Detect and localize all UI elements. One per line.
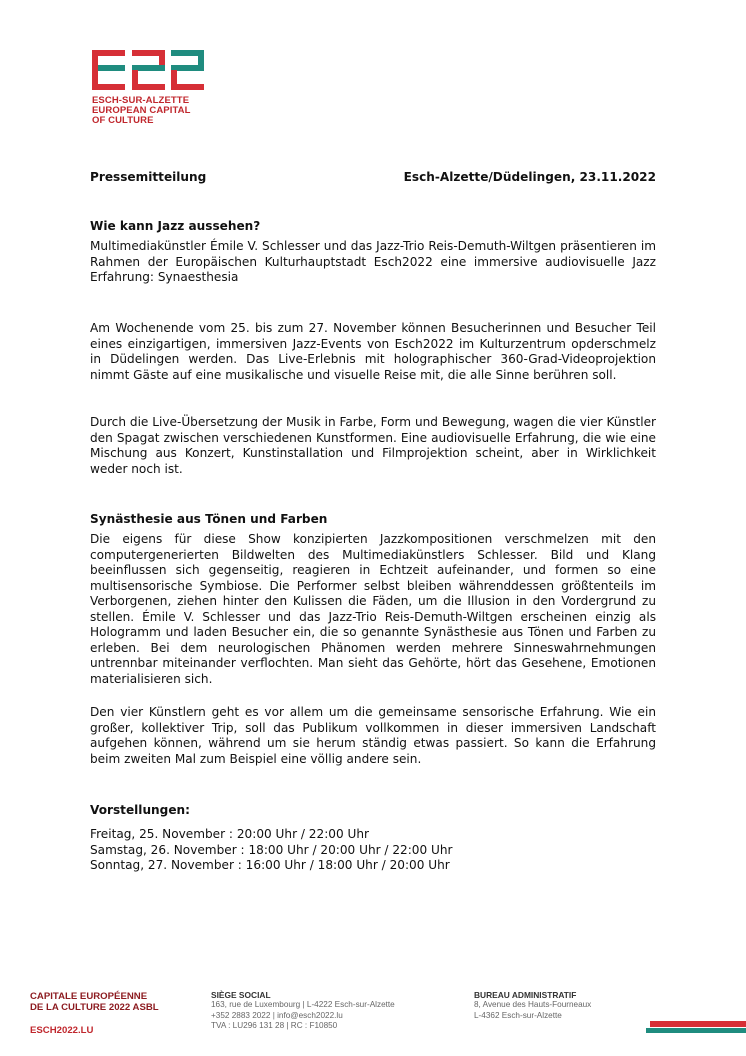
logo-line: OF CULTURE bbox=[92, 115, 154, 126]
paragraph: Den vier Künstlern geht es vor allem um die gemeinsame sensorische Erfahrung. Wie ein großer, kollektiver Trip, soll das Publikum vollkommen in dieser immersiven Landschaft aufgehen können, während um sie herum ständig etwas passiert. So kann die Erfahrung beim zweiten Mal zum Beispiel eine völlig andere sein. bbox=[90, 705, 656, 766]
document-type: Pressemitteilung bbox=[90, 170, 207, 184]
logo-line: ESCH-SUR-ALZETTE bbox=[92, 95, 190, 106]
paragraph: Durch die Live-Übersetzung der Musik in Farbe, Form und Bewegung, wagen die vier Künstler den Spagat zwischen verschiedenen Kunstformen. Eine audiovisuelle Erfahrung, die wie eine Mischung aus Konzert, Kunstinstallation und Filmprojektion scheint, aber in Wirklichkeit weder noch ist. bbox=[90, 415, 656, 476]
footer-siege-line: TVA : LU296 131 28 | RC : F10850 bbox=[211, 1020, 338, 1030]
show-item: Samstag, 26. November : 18:00 Uhr / 20:00 Uhr / 22:00 Uhr bbox=[90, 842, 453, 857]
footer-teal-bar bbox=[646, 1028, 746, 1033]
footer-org-line: CAPITALE EUROPÉENNE bbox=[30, 991, 148, 1002]
footer bbox=[0, 990, 746, 1056]
place-date: Esch-Alzette/Düdelingen, 23.11.2022 bbox=[403, 170, 656, 184]
footer-siege-line: +352 2883 2022 | info@esch2022.lu bbox=[211, 1010, 343, 1020]
section-heading-synaesthesie: Synästhesie aus Tönen und Farben bbox=[90, 512, 328, 526]
logo-line: EUROPEAN CAPITAL bbox=[92, 105, 191, 116]
intro-paragraph: Multimediakünstler Émile V. Schlesser und das Jazz-Trio Reis-Demuth-Wiltgen präsentieren im Rahmen der Europäischen Kulturhauptstadt Esch2022 eine immersive audiovisuelle Jazz Erfahrung: Synaesthesia bbox=[90, 239, 656, 284]
footer-bureau-heading: BUREAU ADMINISTRATIF bbox=[474, 990, 577, 1000]
footer-website-link[interactable]: ESCH2022.LU bbox=[30, 1025, 94, 1036]
press-release-header bbox=[90, 170, 656, 184]
show-item: Freitag, 25. November : 20:00 Uhr / 22:00 Uhr bbox=[90, 827, 369, 841]
footer-siege-social bbox=[211, 990, 395, 1031]
footer-bureau-administratif bbox=[474, 990, 591, 1021]
footer-bureau-line: 8, Avenue des Hauts-Fourneaux bbox=[474, 1000, 592, 1010]
paragraph: Am Wochenende vom 25. bis zum 27. November können Besucherinnen und Besucher Teil eines einzigartigen, immersiven Jazz-Events von Esch2022 im Kulturzentrum opderschmelz in Düdelingen werden. Das Live-Erlebnis mit holographischer 360-Grad-Videoprojektion nimmt Gäste auf eine musikalische und visuelle Reise mit, die alle Sinne berühren soll. bbox=[90, 321, 656, 382]
esch2022-logo-mark bbox=[92, 50, 204, 90]
paragraph: Die eigens für diese Show konzipierten Jazzkompositionen verschmelzen mit den computergenerierten Bildwelten des Multimediakünstlers Schlesser. Bild und Klang beeinflussen sich gegenseitig, reagieren in Echtzeit aufeinander, und formen so eine multisensorische Symbiose. Die Performer selbst bleiben währenddessen größtenteils im Verborgenen, ziehen hinter den Kulissen die Fäden, um die Illusion in den Vordergrund zu stellen. Émile V. Schlesser und das Jazz-Trio Reis-Demuth-Wiltgen erscheinen einzig als Hologramm und laden Besucher ein, die so genannte Synästhesie aus Tönen und Farben zu erleben. Bei dem neurologischen Phänomen werden mehrere Sinneswahrnehmungen untrennbar miteinander verflochten. Man sieht das Gehörte, hört das Gesehene, Emotionen materialisieren sich. bbox=[90, 532, 656, 686]
footer-red-bar bbox=[650, 1021, 746, 1027]
footer-siege-heading: SIÈGE SOCIAL bbox=[211, 990, 271, 1000]
show-item: Sonntag, 27. November : 16:00 Uhr / 18:00 Uhr / 20:00 Uhr bbox=[90, 858, 450, 872]
logo-wordmark bbox=[92, 96, 212, 126]
section-heading-jazz: Wie kann Jazz aussehen? bbox=[90, 219, 261, 233]
footer-decor-bars bbox=[646, 1021, 746, 1035]
section-heading-shows: Vorstellungen: bbox=[90, 803, 190, 817]
footer-bureau-line: L-4362 Esch-sur-Alzette bbox=[474, 1010, 562, 1020]
footer-organisation bbox=[30, 992, 159, 1013]
esch2022-logo bbox=[92, 50, 212, 126]
footer-org-line: DE LA CULTURE 2022 ASBL bbox=[30, 1001, 159, 1013]
show-schedule bbox=[90, 827, 656, 874]
footer-siege-line: 163, rue de Luxembourg | L-4222 Esch-sur-Alzette bbox=[211, 1000, 395, 1010]
